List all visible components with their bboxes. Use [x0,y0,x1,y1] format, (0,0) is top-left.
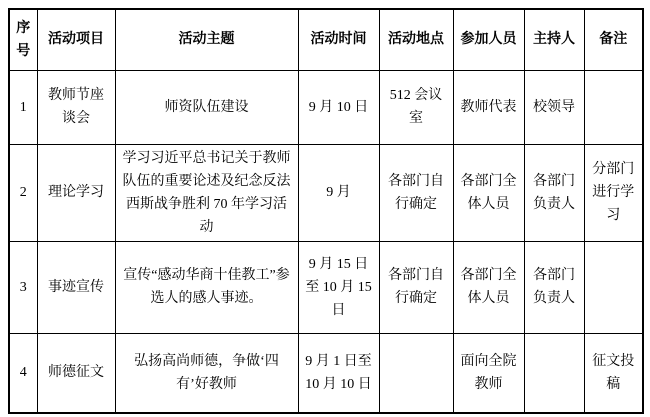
cell-project: 事迹宣传 [37,241,115,333]
cell-index: 4 [9,333,37,413]
cell-location: 512 会议室 [379,70,453,144]
cell-index: 2 [9,144,37,241]
cell-time: 9 月 [298,144,379,241]
column-header-host: 主持人 [524,9,584,70]
cell-time: 9 月 10 日 [298,70,379,144]
cell-participants: 教师代表 [453,70,524,144]
column-header-index: 序号 [9,9,37,70]
cell-index: 3 [9,241,37,333]
cell-theme: 学习习近平总书记关于教师队伍的重要论述及纪念反法西斯战争胜利 70 年学习活动 [115,144,298,241]
table-row [9,144,643,241]
cell-location: 各部门自行确定 [379,241,453,333]
cell-project: 师德征文 [37,333,115,413]
column-header-time: 活动时间 [298,9,379,70]
cell-host: 校领导 [524,70,584,144]
cell-remarks: 分部门进行学习 [584,144,643,241]
column-header-theme: 活动主题 [115,9,298,70]
cell-host: 各部门负责人 [524,241,584,333]
cell-remarks [584,241,643,333]
cell-theme: 师资队伍建设 [115,70,298,144]
table-row [9,241,643,333]
cell-remarks [584,70,643,144]
cell-time: 9 月 15 日至 10 月 15 日 [298,241,379,333]
table-row [9,70,643,144]
cell-location: 各部门自行确定 [379,144,453,241]
column-header-location: 活动地点 [379,9,453,70]
table-row [9,333,643,413]
cell-participants: 各部门全体人员 [453,144,524,241]
cell-time: 9 月 1 日至 10 月 10 日 [298,333,379,413]
column-header-participants: 参加人员 [453,9,524,70]
cell-remarks: 征文投稿 [584,333,643,413]
column-header-project: 活动项目 [37,9,115,70]
cell-theme: 宣传“感动华商十佳教工”参选人的感人事迹。 [115,241,298,333]
cell-project: 教师节座谈会 [37,70,115,144]
header-row [9,9,643,70]
cell-theme: 弘扬高尚师德，争做‘四有’好教师 [115,333,298,413]
cell-index: 1 [9,70,37,144]
cell-participants: 面向全院教师 [453,333,524,413]
cell-host [524,333,584,413]
cell-project: 理论学习 [37,144,115,241]
cell-host: 各部门负责人 [524,144,584,241]
column-header-remarks: 备注 [584,9,643,70]
activity-schedule-table [8,8,644,414]
cell-participants: 各部门全体人员 [453,241,524,333]
cell-location [379,333,453,413]
